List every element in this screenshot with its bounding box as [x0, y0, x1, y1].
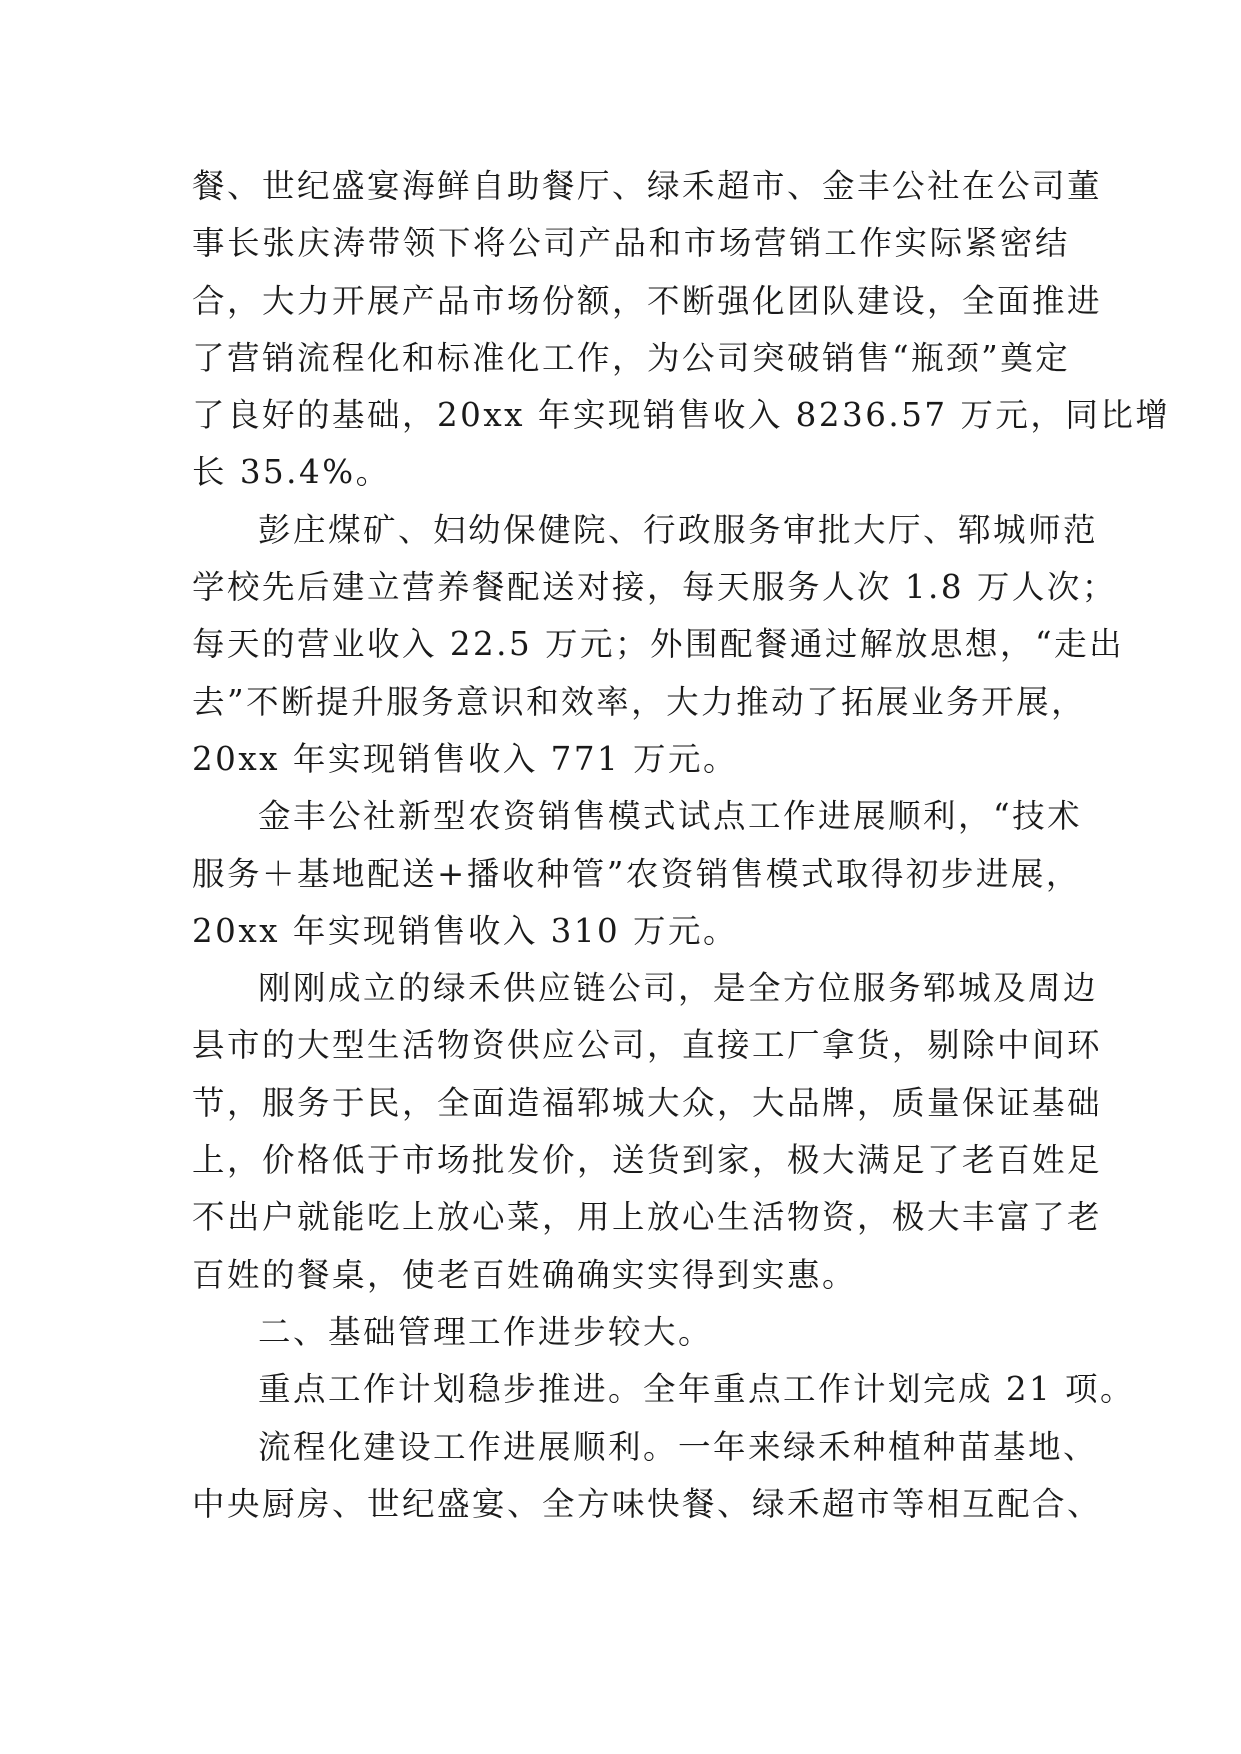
text-line: 事长张庆涛带领下将公司产品和市场营销工作实际紧密结 [192, 224, 1070, 263]
document-body [192, 158, 1171, 1533]
text-line: 餐、世纪盛宴海鲜自助餐厅、绿禾超市、金丰公社在公司董 [192, 167, 1103, 205]
text-line: 节，服务于民，全面造福郓城大众，大品牌，质量保证基础 [192, 1083, 1103, 1122]
text-line: 20xx 年实现销售收入 771 万元。 [192, 739, 739, 778]
text-line: 了营销流程化和标准化工作，为公司突破销售“瓶颈”奠定 [192, 338, 1071, 377]
text-line: 上，价格低于市场批发价，送货到家，极大满足了老百姓足 [192, 1141, 1103, 1180]
text-line: 二、基础管理工作进步较大。 [258, 1312, 714, 1351]
text-line: 县市的大型生活物资供应公司，直接工厂拿货，剔除中间环 [192, 1026, 1103, 1065]
text-line: 彭庄煤矿、妇幼保健院、行政服务审批大厅、郓城师范 [258, 510, 1099, 549]
text-line: 长 35.4%。 [192, 453, 391, 492]
text-line: 流程化建设工作进展顺利。一年来绿禾种植种苗基地、 [258, 1427, 1099, 1466]
text-line: 去”不断提升服务意识和效率，大力推动了拓展业务开展， [192, 682, 1087, 721]
text-line: 学校先后建立营养餐配送对接，每天服务人次 1.8 万人次； [192, 568, 1117, 607]
text-line: 中央厨房、世纪盛宴、全方味快餐、绿禾超市等相互配合、 [192, 1484, 1103, 1523]
text-line: 服务＋基地配送+播收种管”农资销售模式取得初步进展， [192, 854, 1081, 893]
text-line: 每天的营业收入 22.5 万元；外围配餐通过解放思想，“走出 [192, 625, 1125, 664]
text-line: 合，大力开展产品市场份额，不断强化团队建设，全面推进 [192, 281, 1103, 320]
text-line: 金丰公社新型农资销售模式试点工作进展顺利，“技术 [258, 797, 1083, 836]
text-line: 了良好的基础，20xx 年实现销售收入 8236.57 万元，同比增 [192, 396, 1171, 435]
text-line: 刚刚成立的绿禾供应链公司，是全方位服务郓城及周边 [258, 969, 1099, 1008]
text-line: 百姓的餐桌，使老百姓确确实实得到实惠。 [192, 1255, 858, 1294]
text-line: 20xx 年实现销售收入 310 万元。 [192, 911, 739, 950]
text-line: 重点工作计划稳步推进。全年重点工作计划完成 21 项。 [258, 1370, 1136, 1409]
text-line: 不出户就能吃上放心菜，用上放心生活物资，极大丰富了老 [192, 1198, 1103, 1237]
